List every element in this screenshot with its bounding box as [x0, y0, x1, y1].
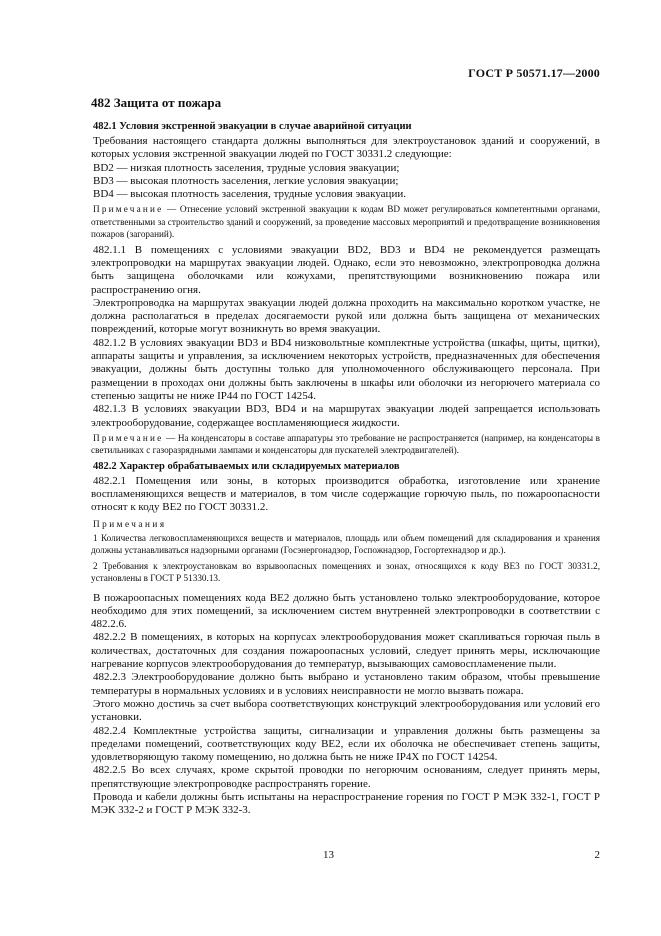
subsection-title-482-2: 482.2 Характер обрабатываемых или складируемых материалов [93, 460, 400, 472]
note-item-2: 2 Требования к электроустановкам во взрывоопасных помещениях и зонах, относящихся к коду BE3 по ГОСТ 30331.2, установлены в ГОСТ Р 51330.13. [91, 560, 600, 584]
paragraph: Провода и кабели должны быть испытаны на нераспространение горения по ГОСТ Р МЭК 332-1, ГОСТ Р МЭК 332-2 и ГОСТ Р МЭК 332-3. [91, 791, 600, 817]
paragraph: Требования настоящего стандарта должны выполняться для электроустановок зданий и сооружений, в которых условия экстренной эвакуации людей по ГОСТ 30331.2 следующие: [91, 135, 600, 161]
document-page [91, 0, 600, 936]
sheet-number: 2 [594, 849, 600, 861]
note-item-1: 1 Количества легковоспламеняющихся веществ и материалов, площадь или объем помещений для складирования и хранения должны устанавливаться надзорными органами (Госэнергонадзор, Госпожнадзор, Госгортехнадзор и др.). [91, 532, 600, 556]
paragraph-482-1-3: 482.1.3 В условиях эвакуации BD3, BD4 и на маршрутах эвакуации людей запрещается использовать электрооборудование, содержащее воспламеняющиеся жидкости. [91, 403, 600, 429]
paragraph-482-2-1: 482.2.1 Помещения или зоны, в которых производится обработка, изготовление или хранение воспламеняющихся веществ и материалов, в том числе содержащие горючую пыль, по пожароопасности относят к коду BE2 по ГОСТ 30331.2. [91, 474, 600, 514]
paragraph-482-2-3: 482.2.3 Электрооборудование должно быть выбрано и установлено таким образом, чтобы превышение температуры в нормальных условиях и в условиях неисправности не могло вызвать пожара. [91, 671, 600, 697]
document-body [91, 120, 600, 818]
paragraph-482-2-2: 482.2.2 В помещениях, в которых на корпусах электрооборудования может скапливаться горючая пыль в количествах, достаточных для создания пожароопасных условий, следует принять меры, исключающие нагревание корпусов электрооборудования до температур, вызывающих самовоспламенение пыли. [91, 631, 600, 671]
list-item-bd3: BD3 — высокая плотность заселения, легкие условия эвакуации; [93, 174, 399, 187]
list-item-bd4: BD4 — высокая плотность заселения, трудные условия эвакуации. [93, 188, 406, 201]
document-header: ГОСТ Р 50571.17—2000 [468, 66, 600, 80]
note-2 [91, 432, 600, 457]
section-title: 482 Защита от пожара [91, 95, 222, 110]
paragraph-482-1-2: 482.1.2 В условиях эвакуации BD3 и BD4 низковольтные комплектные устройства (шкафы, щиты, щитки), аппараты защиты и управления, за исключением некоторых устройств, предназначенных для обеспечения эвакуации, должны быть доступны только для уполномоченного обслуживающего персонала. При размещении в проходах они должны быть заключены в шкафы или оболочки из негорючего материала со степенью защиты не ниже IP44 по ГОСТ 14254. [91, 336, 600, 402]
note-1 [91, 203, 600, 240]
paragraph: Электропроводка на маршрутах эвакуации людей должна проходить на максимально коротком участке, не должна располагаться в пределах досягаемости рукой или должна быть защищена от механических повреждений, которые могут возникнуть во время эвакуации. [91, 296, 600, 336]
page-number: 13 [323, 849, 334, 861]
note-label: Примечание [93, 204, 164, 215]
paragraph: В пожароопасных помещениях кода BE2 должно быть установлено только электрооборудование, которое необходимо для этих помещений, за исключением систем внутренней электропроводки в соответствии с 482.2.6. [91, 591, 600, 631]
note-text: — Отнесение условий экстренной эвакуации к кодам BD может регулироваться компетентными органами, ответственными за строительство зданий и сооружений, за проведение массовых мероприятий и предотвращение возникновения пожаров (загораний). [91, 204, 600, 240]
notes-heading: Примечания [93, 518, 167, 529]
note-label: Примечание [93, 432, 164, 443]
paragraph-482-1-1: 482.1.1 В помещениях с условиями эвакуации BD2, BD3 и BD4 не рекомендуется размещать электропроводки на маршрутах эвакуации людей. Однако, если это невозможно, электропроводка должна быть защищена оболочками или кожухами, препятствующими возникновению пожара или распространению огня. [91, 243, 600, 296]
paragraph-482-2-5: 482.2.5 Во всех случаях, кроме скрытой проводки по негорючим основаниям, следует принять меры, препятствующие электропроводке распространять горение. [91, 764, 600, 790]
paragraph-482-2-4: 482.2.4 Комплектные устройства защиты, сигнализации и управления должны быть размещены за пределами помещений, соответствующих коду BE2, если их оболочка не обеспечивает степень защиты, удовлетворяющую такому помещению, но должна быть не ниже IP4X по ГОСТ 14254. [91, 724, 600, 764]
paragraph: Этого можно достичь за счет выбора соответствующих конструкций электрооборудования или условий его установки. [91, 697, 600, 724]
note-text: — На конденсаторы в составе аппаратуры это требование не распространяется (например, на конденсаторы в светильниках с газоразрядными лампами и конденсаторы для пускателей электродвигателей). [91, 432, 600, 456]
list-item-bd2: BD2 — низкая плотность заселения, трудные условия эвакуации; [93, 161, 400, 174]
subsection-title-482-1: 482.1 Условия экстренной эвакуации в случае аварийной ситуации [93, 121, 412, 132]
